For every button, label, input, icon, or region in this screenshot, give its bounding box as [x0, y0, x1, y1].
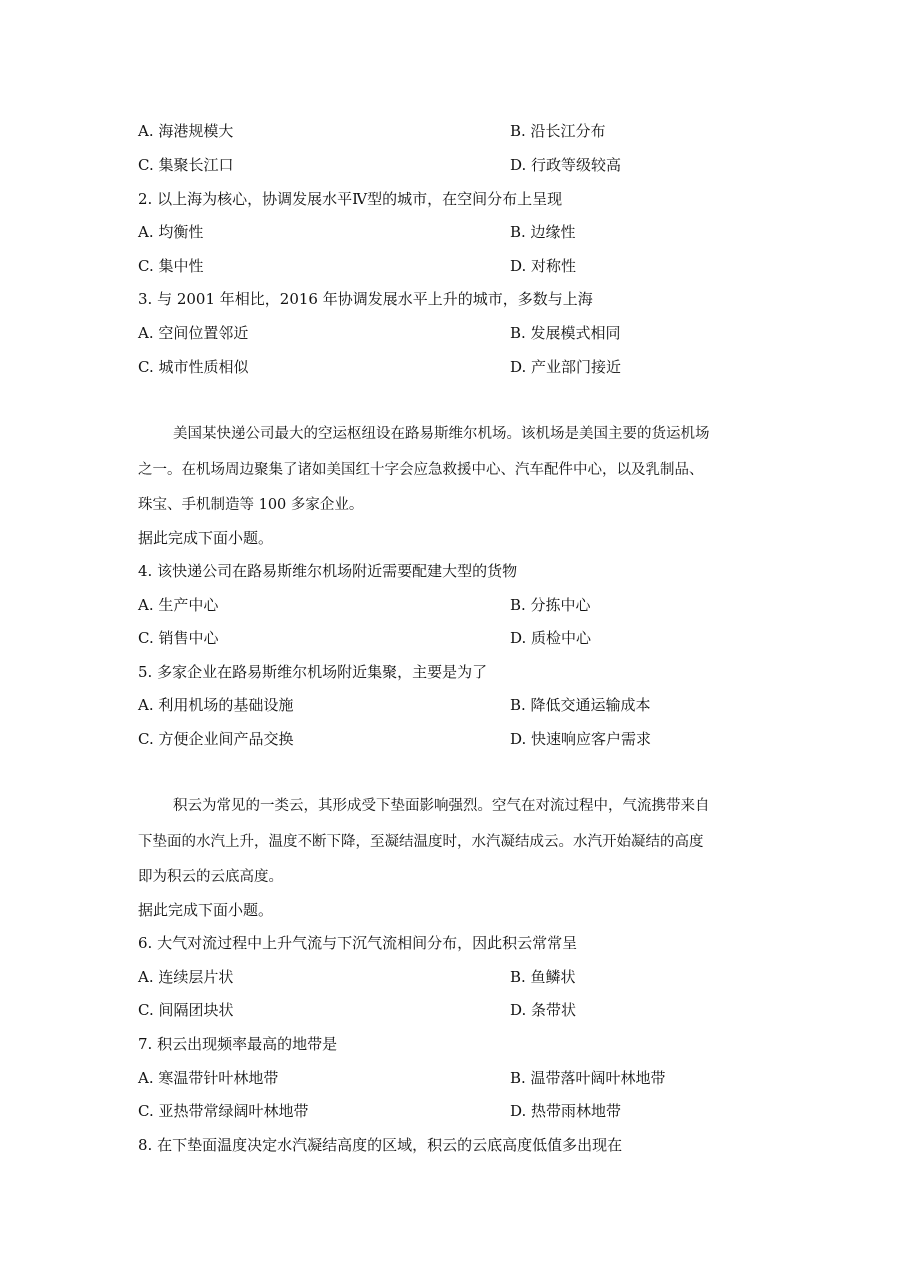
q4-option-d: D. 质检中心 — [510, 629, 592, 647]
q7-stem: 7. 积云出现频率最高的地带是 — [138, 1035, 338, 1053]
q4-option-a: A. 生产中心 — [138, 596, 219, 614]
passage3-line3: 即为积云的云底高度。 — [138, 869, 283, 885]
q6-option-a: A. 连续层片状 — [138, 968, 234, 986]
q3-option-d: D. 产业部门接近 — [510, 358, 622, 376]
q7-option-d: D. 热带雨林地带 — [510, 1102, 622, 1120]
q6-option-c: C. 间隔团块状 — [138, 1001, 234, 1019]
q1-option-c: C. 集聚长江口 — [138, 156, 234, 174]
q5-option-a: A. 利用机场的基础设施 — [138, 696, 294, 714]
passage2-line3: 珠宝、手机制造等 100 多家企业。 — [138, 497, 364, 513]
q2-stem: 2. 以上海为核心，协调发展水平Ⅳ型的城市，在空间分布上呈现 — [138, 190, 563, 208]
q1-option-d: D. 行政等级较高 — [510, 156, 622, 174]
q6-option-b: B. 鱼鳞状 — [510, 968, 576, 986]
q1-option-b: B. 沿长江分布 — [510, 122, 606, 140]
q3-option-a: A. 空间位置邻近 — [138, 324, 249, 342]
q2-option-c: C. 集中性 — [138, 257, 204, 275]
passage2-line2: 之一。在机场周边聚集了诸如美国红十字会应急救援中心、汽车配件中心，以及乳制品、 — [138, 462, 704, 478]
q7-option-a: A. 寒温带针叶林地带 — [138, 1069, 279, 1087]
q5-option-b: B. 降低交通运输成本 — [510, 696, 651, 714]
q3-option-c: C. 城市性质相似 — [138, 358, 249, 376]
q2-option-b: B. 边缘性 — [510, 223, 576, 241]
q8-stem: 8. 在下垫面温度决定水汽凝结高度的区域，积云的云底高度低值多出现在 — [138, 1136, 623, 1154]
q5-stem: 5. 多家企业在路易斯维尔机场附近集聚，主要是为了 — [138, 663, 488, 681]
q4-option-b: B. 分拣中心 — [510, 596, 591, 614]
passage2-instruction: 据此完成下面小题。 — [138, 529, 274, 547]
q5-option-c: C. 方便企业间产品交换 — [138, 730, 294, 748]
q5-option-d: D. 快速响应客户需求 — [510, 730, 652, 748]
q6-stem: 6. 大气对流过程中上升气流与下沉气流相间分布，因此积云常常呈 — [138, 934, 578, 952]
q1-option-a: A. 海港规模大 — [138, 122, 234, 140]
passage3-line2: 下垫面的水汽上升，温度不断下降，至凝结温度时，水汽凝结成云。水汽开始凝结的高度 — [138, 834, 704, 850]
passage3-line1: 积云为常见的一类云，其形成受下垫面影响强烈。空气在对流过程中，气流携带来自 — [173, 798, 710, 814]
q4-option-c: C. 销售中心 — [138, 629, 219, 647]
q3-stem: 3. 与 2001 年相比，2016 年协调发展水平上升的城市，多数与上海 — [138, 290, 593, 308]
q3-option-b: B. 发展模式相同 — [510, 324, 621, 342]
q7-option-c: C. 亚热带常绿阔叶林地带 — [138, 1102, 309, 1120]
passage3-instruction: 据此完成下面小题。 — [138, 901, 274, 919]
q2-option-a: A. 均衡性 — [138, 223, 204, 241]
q6-option-d: D. 条带状 — [510, 1001, 577, 1019]
q7-option-b: B. 温带落叶阔叶林地带 — [510, 1069, 666, 1087]
q2-option-d: D. 对称性 — [510, 257, 577, 275]
passage2-line1: 美国某快递公司最大的空运枢纽设在路易斯维尔机场。该机场是美国主要的货运机场 — [173, 426, 710, 442]
q4-stem: 4. 该快递公司在路易斯维尔机场附近需要配建大型的货物 — [138, 562, 518, 580]
